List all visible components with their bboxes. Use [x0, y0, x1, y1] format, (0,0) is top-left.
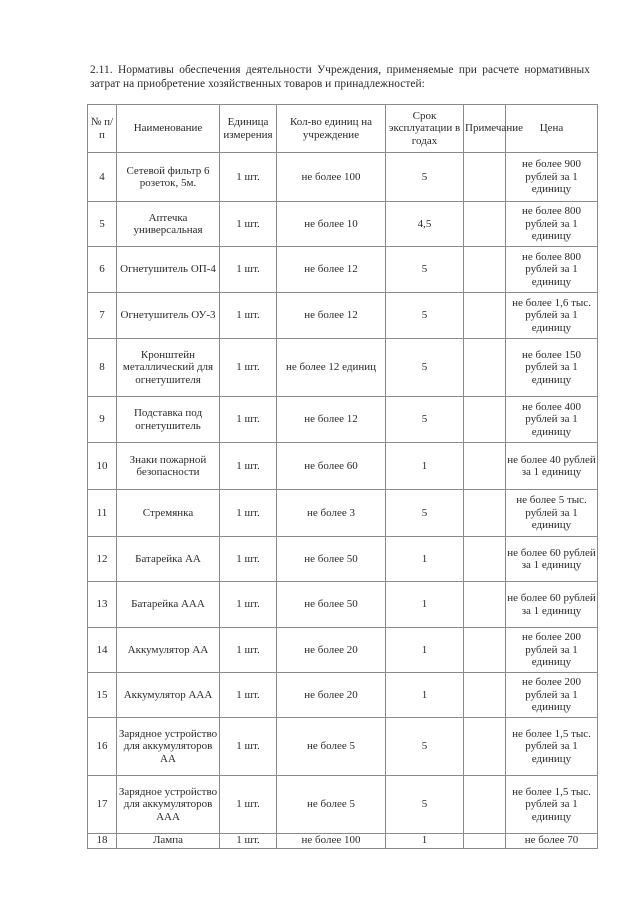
cell-num: 9 — [88, 397, 117, 443]
cell-note — [464, 718, 506, 776]
cell-num: 15 — [88, 673, 117, 718]
cell-note — [464, 628, 506, 673]
cell-price: не более 150 рублей за 1 единицу — [506, 339, 598, 397]
cell-price: не более 70 — [506, 834, 598, 849]
cell-note — [464, 443, 506, 490]
cell-unit: 1 шт. — [220, 673, 277, 718]
col-header-term: Срок эксплуатации в годах — [386, 105, 464, 153]
cell-price: не более 800 рублей за 1 единицу — [506, 202, 598, 247]
cell-term: 5 — [386, 490, 464, 537]
cell-num: 6 — [88, 247, 117, 293]
table-row — [88, 628, 598, 673]
cell-num: 17 — [88, 776, 117, 834]
cell-term: 5 — [386, 776, 464, 834]
cell-price: не более 5 тыс. рублей за 1 единицу — [506, 490, 598, 537]
cell-qty: не более 3 — [277, 490, 386, 537]
cell-term: 5 — [386, 718, 464, 776]
cell-price: не более 1,6 тыс. рублей за 1 единицу — [506, 293, 598, 339]
cell-name: Знаки пожарной безопасности — [117, 443, 220, 490]
cell-unit: 1 шт. — [220, 834, 277, 849]
cell-note — [464, 673, 506, 718]
cell-name: Аккумулятор АА — [117, 628, 220, 673]
cell-note — [464, 153, 506, 202]
cell-unit: 1 шт. — [220, 153, 277, 202]
table-row — [88, 718, 598, 776]
table-header-row — [88, 105, 598, 153]
cell-price: не более 1,5 тыс. рублей за 1 единицу — [506, 718, 598, 776]
cell-num: 16 — [88, 718, 117, 776]
cell-note — [464, 834, 506, 849]
table-row — [88, 582, 598, 628]
cell-name: Огнетушитель ОУ-3 — [117, 293, 220, 339]
col-header-num: № п/п — [88, 105, 117, 153]
cell-name: Лампа — [117, 834, 220, 849]
cell-note — [464, 490, 506, 537]
cell-note — [464, 202, 506, 247]
cell-price: не более 200 рублей за 1 единицу — [506, 673, 598, 718]
table-row — [88, 443, 598, 490]
col-header-price: Цена — [506, 105, 598, 153]
cell-unit: 1 шт. — [220, 202, 277, 247]
cell-unit: 1 шт. — [220, 247, 277, 293]
cell-note — [464, 537, 506, 582]
table-row — [88, 153, 598, 202]
cell-price: не более 400 рублей за 1 единицу — [506, 397, 598, 443]
cell-name: Батарейка ААА — [117, 582, 220, 628]
cell-name: Зарядное устройство для аккумуляторов ААА — [117, 776, 220, 834]
cell-term: 1 — [386, 443, 464, 490]
cell-name: Сетевой фильтр 6 розеток, 5м. — [117, 153, 220, 202]
cell-term: 1 — [386, 673, 464, 718]
cell-note — [464, 247, 506, 293]
cell-term: 1 — [386, 537, 464, 582]
cell-qty: не более 5 — [277, 776, 386, 834]
cell-qty: не более 100 — [277, 153, 386, 202]
cell-name: Аптечка универсальная — [117, 202, 220, 247]
cell-note — [464, 776, 506, 834]
cell-term: 5 — [386, 339, 464, 397]
cell-num: 10 — [88, 443, 117, 490]
table-row — [88, 834, 598, 849]
cell-num: 5 — [88, 202, 117, 247]
cell-unit: 1 шт. — [220, 397, 277, 443]
table-row — [88, 490, 598, 537]
cell-price: не более 1,5 тыс. рублей за 1 единицу — [506, 776, 598, 834]
table-row — [88, 202, 598, 247]
cell-name: Стремянка — [117, 490, 220, 537]
cell-unit: 1 шт. — [220, 776, 277, 834]
cell-qty: не более 12 — [277, 247, 386, 293]
cell-num: 8 — [88, 339, 117, 397]
cell-qty: не более 50 — [277, 582, 386, 628]
cell-term: 5 — [386, 397, 464, 443]
cell-note — [464, 339, 506, 397]
cell-term: 5 — [386, 153, 464, 202]
cell-unit: 1 шт. — [220, 339, 277, 397]
cell-price: не более 900 рублей за 1 единицу — [506, 153, 598, 202]
cell-term: 1 — [386, 582, 464, 628]
cell-qty: не более 20 — [277, 673, 386, 718]
table-row — [88, 673, 598, 718]
cell-price: не более 200 рублей за 1 единицу — [506, 628, 598, 673]
section-heading: 2.11. Нормативы обеспечения деятельности Учреждения, применяемые при расчете нормативных затрат на приобретение хозяйственных товаров и принадлежностей: — [90, 64, 590, 90]
cell-qty: не более 5 — [277, 718, 386, 776]
cell-num: 12 — [88, 537, 117, 582]
col-header-note: Примечание — [464, 105, 506, 153]
cell-qty: не более 50 — [277, 537, 386, 582]
col-header-qty: Кол-во единиц на учреждение — [277, 105, 386, 153]
cell-term: 1 — [386, 628, 464, 673]
cell-name: Подставка под огнетушитель — [117, 397, 220, 443]
table-row — [88, 293, 598, 339]
cell-term: 1 — [386, 834, 464, 849]
cell-unit: 1 шт. — [220, 293, 277, 339]
table-row — [88, 339, 598, 397]
cell-unit: 1 шт. — [220, 490, 277, 537]
cell-note — [464, 397, 506, 443]
cell-num: 18 — [88, 834, 117, 849]
cell-name: Зарядное устройство для аккумуляторов АА — [117, 718, 220, 776]
cell-note — [464, 582, 506, 628]
cell-unit: 1 шт. — [220, 718, 277, 776]
cell-qty: не более 100 — [277, 834, 386, 849]
norms-table — [87, 104, 598, 849]
cell-name: Аккумулятор ААА — [117, 673, 220, 718]
cell-num: 11 — [88, 490, 117, 537]
cell-name: Кронштейн металлический для огнетушителя — [117, 339, 220, 397]
cell-price: не более 40 рублей за 1 единицу — [506, 443, 598, 490]
table-row — [88, 537, 598, 582]
cell-price: не более 800 рублей за 1 единицу — [506, 247, 598, 293]
cell-term: 4,5 — [386, 202, 464, 247]
cell-qty: не более 20 — [277, 628, 386, 673]
table-row — [88, 397, 598, 443]
cell-unit: 1 шт. — [220, 537, 277, 582]
cell-unit: 1 шт. — [220, 628, 277, 673]
cell-name: Батарейка АА — [117, 537, 220, 582]
cell-unit: 1 шт. — [220, 443, 277, 490]
table-row — [88, 776, 598, 834]
col-header-unit: Единица измерения — [220, 105, 277, 153]
cell-qty: не более 10 — [277, 202, 386, 247]
cell-num: 7 — [88, 293, 117, 339]
cell-name: Огнетушитель ОП-4 — [117, 247, 220, 293]
cell-qty: не более 12 единиц — [277, 339, 386, 397]
table-row — [88, 247, 598, 293]
cell-term: 5 — [386, 247, 464, 293]
cell-qty: не более 60 — [277, 443, 386, 490]
cell-term: 5 — [386, 293, 464, 339]
cell-price: не более 60 рублей за 1 единицу — [506, 582, 598, 628]
col-header-name: Наименование — [117, 105, 220, 153]
cell-qty: не более 12 — [277, 397, 386, 443]
cell-price: не более 60 рублей за 1 единицу — [506, 537, 598, 582]
cell-num: 14 — [88, 628, 117, 673]
cell-qty: не более 12 — [277, 293, 386, 339]
cell-note — [464, 293, 506, 339]
cell-num: 13 — [88, 582, 117, 628]
cell-num: 4 — [88, 153, 117, 202]
cell-unit: 1 шт. — [220, 582, 277, 628]
